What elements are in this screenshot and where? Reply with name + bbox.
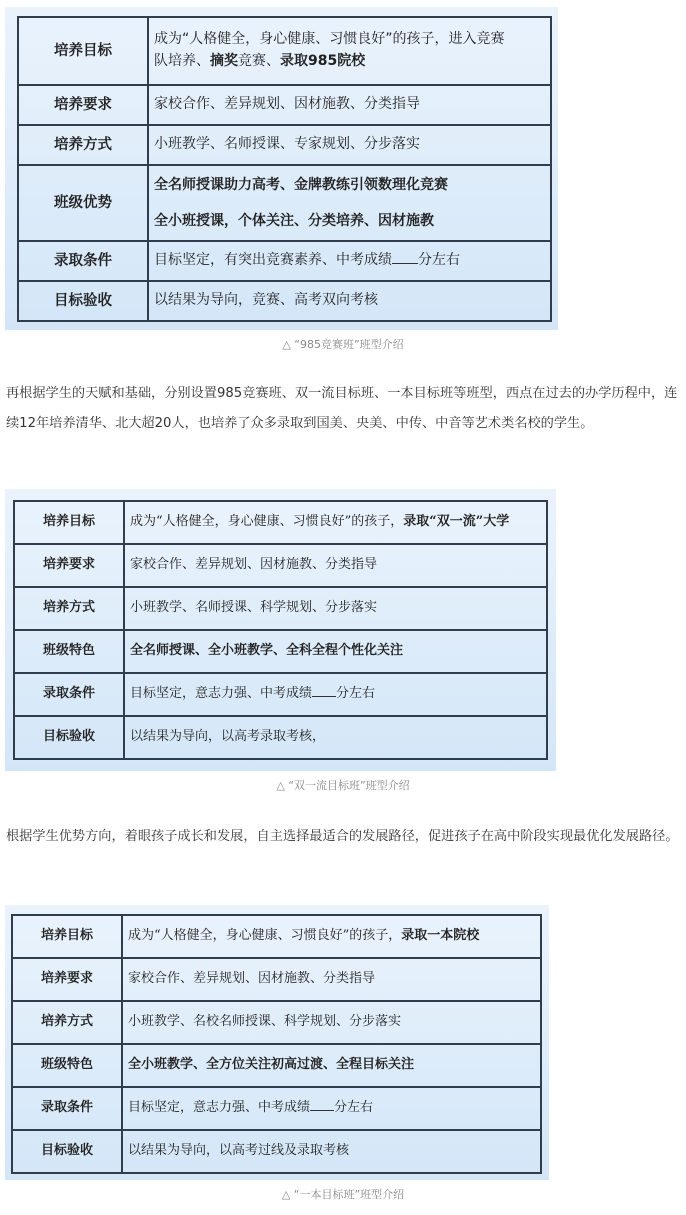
table-row bbox=[12, 1044, 541, 1087]
table-row bbox=[14, 544, 547, 587]
table-row bbox=[12, 1001, 541, 1044]
row-label: 班级特色 bbox=[12, 1044, 122, 1087]
table-row bbox=[18, 17, 551, 85]
row-label: 目标验收 bbox=[14, 716, 124, 759]
paragraph-1: 再根据学生的天赋和基础，分别设置985竞赛班、双一流目标班、一本目标班等班型，西点在过去的办学历程中，连续12年培养清华、北大超20人，也培养了众多录取到国美、央美、中传、中音等艺术类名校的学生。 bbox=[6, 386, 678, 431]
blank-line bbox=[392, 251, 418, 264]
row-label: 培养方式 bbox=[14, 587, 124, 630]
row-label: 培养要求 bbox=[14, 544, 124, 587]
row-label: 培养方式 bbox=[18, 125, 148, 165]
row-label: 目标验收 bbox=[18, 281, 148, 321]
table-row bbox=[12, 1130, 541, 1173]
row-value: 家校合作、差异规划、因材施教、分类指导 bbox=[122, 958, 541, 1001]
row-value: 成为“人格健全，身心健康、习惯良好”的孩子，进入竞赛 队培养、摘奖竞赛、录取985院校 bbox=[148, 17, 551, 85]
row-value: 全名师授课、全小班教学、全科全程个性化关注 bbox=[124, 630, 547, 673]
table-row bbox=[12, 915, 541, 958]
row-label: 培养目标 bbox=[14, 501, 124, 544]
blank-line bbox=[310, 1098, 334, 1111]
paragraph-2: 根据学生优势方向，着眼孩子成长和发展，自主选择最适合的发展路径，促进孩子在高中阶段实现最优化发展路径。 bbox=[6, 829, 679, 844]
table-row bbox=[14, 673, 547, 716]
row-value: 以结果为导向，竞赛、高考双向考核 bbox=[148, 281, 551, 321]
row-label: 班级优势 bbox=[18, 165, 148, 241]
table-row bbox=[12, 958, 541, 1001]
row-value: 目标坚定，意志力强、中考成绩 分左右 bbox=[124, 673, 547, 716]
row-value: 全名师授课助力高考、金牌教练引领数理化竞赛 全小班授课，个体关注、分类培养、因材施教 bbox=[148, 165, 551, 241]
table2 bbox=[13, 500, 548, 760]
row-value: 以结果为导向，以高考过线及录取考核 bbox=[122, 1130, 541, 1173]
row-value: 目标坚定，意志力强、中考成绩 分左右 bbox=[122, 1087, 541, 1130]
table-row bbox=[18, 125, 551, 165]
table-row bbox=[14, 630, 547, 673]
row-value: 家校合作、差异规划、因材施教、分类指导 bbox=[124, 544, 547, 587]
row-value: 小班教学、名师授课、科学规划、分步落实 bbox=[124, 587, 547, 630]
row-label: 培养方式 bbox=[12, 1001, 122, 1044]
row-label: 培养目标 bbox=[18, 17, 148, 85]
row-label: 目标验收 bbox=[12, 1130, 122, 1173]
row-value: 成为“人格健全，身心健康、习惯良好”的孩子，录取“双一流”大学 bbox=[124, 501, 547, 544]
row-label: 培养要求 bbox=[18, 85, 148, 125]
row-value: 全小班教学、全方位关注初高过渡、全程目标关注 bbox=[122, 1044, 541, 1087]
table-row bbox=[18, 281, 551, 321]
row-label: 培养要求 bbox=[12, 958, 122, 1001]
table-row bbox=[18, 85, 551, 125]
table-row bbox=[14, 501, 547, 544]
table-row bbox=[12, 1087, 541, 1130]
row-value: 家校合作、差异规划、因材施教、分类指导 bbox=[148, 85, 551, 125]
table3 bbox=[11, 914, 542, 1174]
table-row bbox=[18, 241, 551, 281]
table1 bbox=[17, 16, 552, 322]
row-label: 班级特色 bbox=[14, 630, 124, 673]
table1-caption: △ “985竞赛班”班型介绍 bbox=[282, 338, 404, 351]
table2-caption: △ “双一流目标班”班型介绍 bbox=[276, 779, 410, 792]
blank-line bbox=[312, 684, 336, 697]
row-value: 成为“人格健全，身心健康、习惯良好”的孩子，录取一本院校 bbox=[122, 915, 541, 958]
row-value: 以结果为导向，以高考录取考核， bbox=[124, 716, 547, 759]
row-value: 目标坚定，有突出竞赛素养、中考成绩 分左右 bbox=[148, 241, 551, 281]
row-value: 小班教学、名校名师授课、科学规划、分步落实 bbox=[122, 1001, 541, 1044]
table3-caption: △ “一本目标班”班型介绍 bbox=[281, 1188, 405, 1201]
row-label: 录取条件 bbox=[12, 1087, 122, 1130]
row-label: 录取条件 bbox=[18, 241, 148, 281]
table-row bbox=[14, 716, 547, 759]
row-label: 培养目标 bbox=[12, 915, 122, 958]
table-row bbox=[18, 165, 551, 241]
row-value: 小班教学、名师授课、专家规划、分步落实 bbox=[148, 125, 551, 165]
row-label: 录取条件 bbox=[14, 673, 124, 716]
table-row bbox=[14, 587, 547, 630]
